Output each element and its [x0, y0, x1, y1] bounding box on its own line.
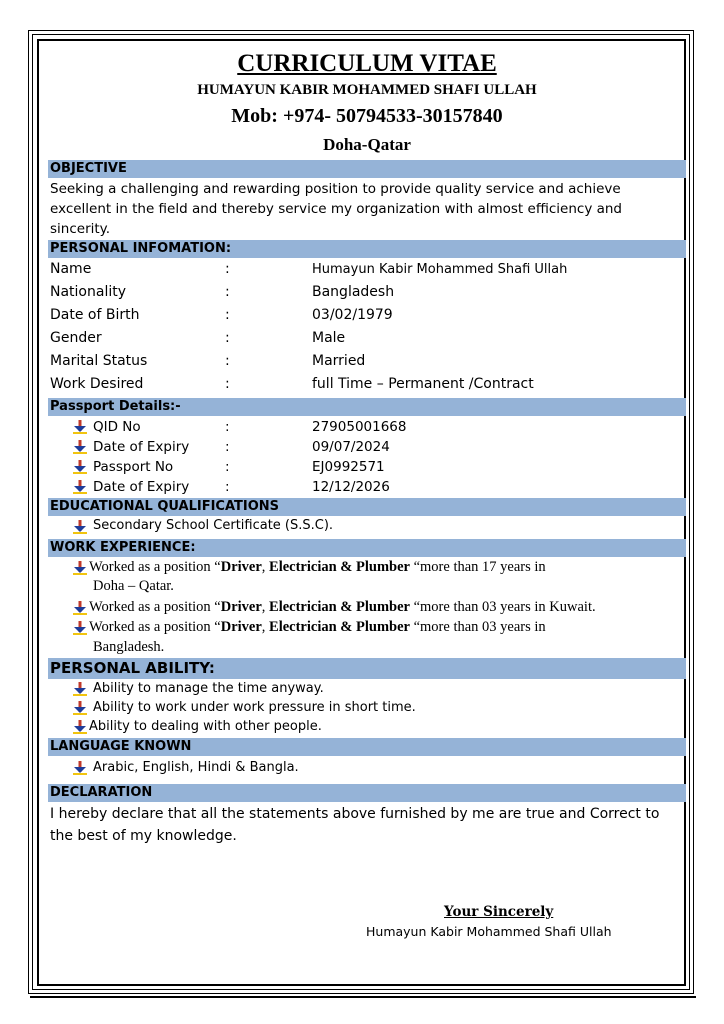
city-location: Doha-Qatar — [323, 135, 411, 154]
info-separator: : — [225, 261, 230, 277]
work-prefix: Worked as a position “ — [89, 559, 221, 575]
work-prefix: Worked as a position “ — [89, 599, 221, 615]
arrow-bullet-icon — [72, 420, 88, 434]
info-separator: : — [225, 353, 230, 369]
work-role-driver: Driver — [220, 559, 262, 575]
info-value: Married — [312, 353, 366, 369]
info-label: Marital Status — [50, 353, 148, 369]
ability-item: Ability to dealing with other people. — [89, 719, 322, 734]
work-role-driver: Driver — [220, 619, 262, 635]
passport-value: 12/12/2026 — [312, 479, 390, 495]
work-item — [89, 617, 546, 637]
section-heading-personal-ability: PERSONAL ABILITY: — [48, 658, 686, 679]
arrow-bullet-icon — [72, 720, 88, 734]
info-row-name — [50, 258, 684, 281]
work-duration: “more than 17 years in — [409, 559, 546, 575]
closing-salutation: Your Sincerely — [444, 904, 554, 920]
work-item — [89, 557, 546, 577]
language-item: Arabic, English, Hindi & Bangla. — [93, 760, 299, 775]
passport-value: EJ0992571 — [312, 459, 385, 475]
info-label: Date of Birth — [50, 307, 140, 323]
arrow-bullet-icon — [72, 682, 88, 696]
section-heading-work-experience: WORK EXPERIENCE: — [48, 539, 686, 557]
info-row-gender — [50, 327, 684, 350]
education-item: Secondary School Certificate (S.S.C). — [93, 518, 334, 533]
signature-name: Humayun Kabir Mohammed Shafi Ullah — [366, 924, 612, 939]
info-label: Name — [50, 261, 92, 277]
section-heading-education: EDUCATIONAL QUALIFICATIONS — [48, 498, 686, 516]
info-value: Bangladesh — [312, 284, 395, 300]
declaration-text — [50, 803, 684, 847]
info-label: Work Desired — [50, 376, 144, 392]
arrow-bullet-icon — [72, 601, 88, 615]
work-duration: “more than 03 years in — [409, 619, 546, 635]
work-separator: , — [261, 559, 270, 575]
passport-separator: : — [225, 419, 230, 435]
info-value: Male — [312, 330, 346, 346]
info-separator: : — [225, 376, 230, 392]
section-heading-objective: OBJECTIVE — [48, 160, 686, 178]
work-item-continuation: Bangladesh. — [93, 639, 165, 655]
cv-title: CURRICULUM VITAE — [237, 50, 497, 77]
info-row-marital-status — [50, 350, 684, 373]
section-heading-declaration: DECLARATION — [48, 784, 686, 802]
passport-row-passport-expiry — [50, 477, 684, 497]
work-item-continuation: Doha – Qatar. — [93, 578, 174, 594]
info-value: Humayun Kabir Mohammed Shafi Ullah — [312, 262, 568, 277]
passport-label: Passport No — [93, 459, 174, 475]
declaration-line: I hereby declare that all the statements above furnished by me are true and Correct to — [50, 806, 660, 822]
section-heading-personal-information: PERSONAL INFOMATION: — [48, 240, 686, 258]
work-role-driver: Driver — [220, 599, 262, 615]
info-value: full Time – Permanent /Contract — [312, 376, 534, 392]
declaration-line: the best of my knowledge. — [50, 828, 237, 844]
work-separator: , — [261, 619, 270, 635]
info-row-work-desired — [50, 373, 684, 396]
passport-separator: : — [225, 439, 230, 455]
passport-label: Date of Expiry — [93, 479, 190, 495]
arrow-bullet-icon — [72, 480, 88, 494]
info-separator: : — [225, 284, 230, 300]
passport-separator: : — [225, 459, 230, 475]
info-label: Gender — [50, 330, 102, 346]
section-heading-passport-details: Passport Details:- — [48, 398, 686, 416]
objective-line: Seeking a challenging and rewarding position to provide quality service and achieve — [50, 181, 621, 197]
candidate-full-name: HUMAYUN KABIR MOHAMMED SHAFI ULLAH — [197, 82, 537, 98]
passport-label: QID No — [93, 419, 141, 435]
passport-value: 09/07/2024 — [312, 439, 390, 455]
mobile-number: Mob: +974- 50794533-30157840 — [231, 105, 503, 127]
arrow-bullet-icon — [72, 701, 88, 715]
info-row-nationality — [50, 281, 684, 304]
arrow-bullet-icon — [72, 561, 88, 575]
info-separator: : — [225, 307, 230, 323]
passport-separator: : — [225, 479, 230, 495]
page-bottom-rule — [30, 996, 696, 998]
info-separator: : — [225, 330, 230, 346]
passport-value: 27905001668 — [312, 419, 407, 435]
arrow-bullet-icon — [72, 440, 88, 454]
objective-text — [50, 179, 684, 239]
arrow-bullet-icon — [72, 761, 88, 775]
work-role-electrician-plumber: Electrician & Plumber — [269, 599, 410, 615]
work-role-electrician-plumber: Electrician & Plumber — [269, 619, 410, 635]
objective-line: excellent in the field and thereby service my organization with almost efficiency and — [50, 201, 623, 217]
arrow-bullet-icon — [72, 621, 88, 635]
passport-label: Date of Expiry — [93, 439, 190, 455]
work-separator: , — [261, 599, 270, 615]
work-item — [89, 597, 596, 617]
passport-row-qid-expiry — [50, 437, 684, 457]
ability-item: Ability to work under work pressure in short time. — [93, 700, 416, 715]
section-heading-language: LANGUAGE KNOWN — [48, 738, 686, 756]
info-label: Nationality — [50, 284, 127, 300]
arrow-bullet-icon — [72, 460, 88, 474]
info-value: 03/02/1979 — [312, 307, 393, 323]
ability-item: Ability to manage the time anyway. — [93, 681, 324, 696]
work-role-electrician-plumber: Electrician & Plumber — [269, 559, 410, 575]
work-prefix: Worked as a position “ — [89, 619, 221, 635]
info-row-date-of-birth — [50, 304, 684, 327]
work-duration: “more than 03 years in Kuwait. — [409, 599, 596, 615]
objective-line: sincerity. — [50, 221, 111, 237]
passport-row-passport-no — [50, 457, 684, 477]
passport-row-qid — [50, 417, 684, 437]
arrow-bullet-icon — [72, 520, 88, 534]
